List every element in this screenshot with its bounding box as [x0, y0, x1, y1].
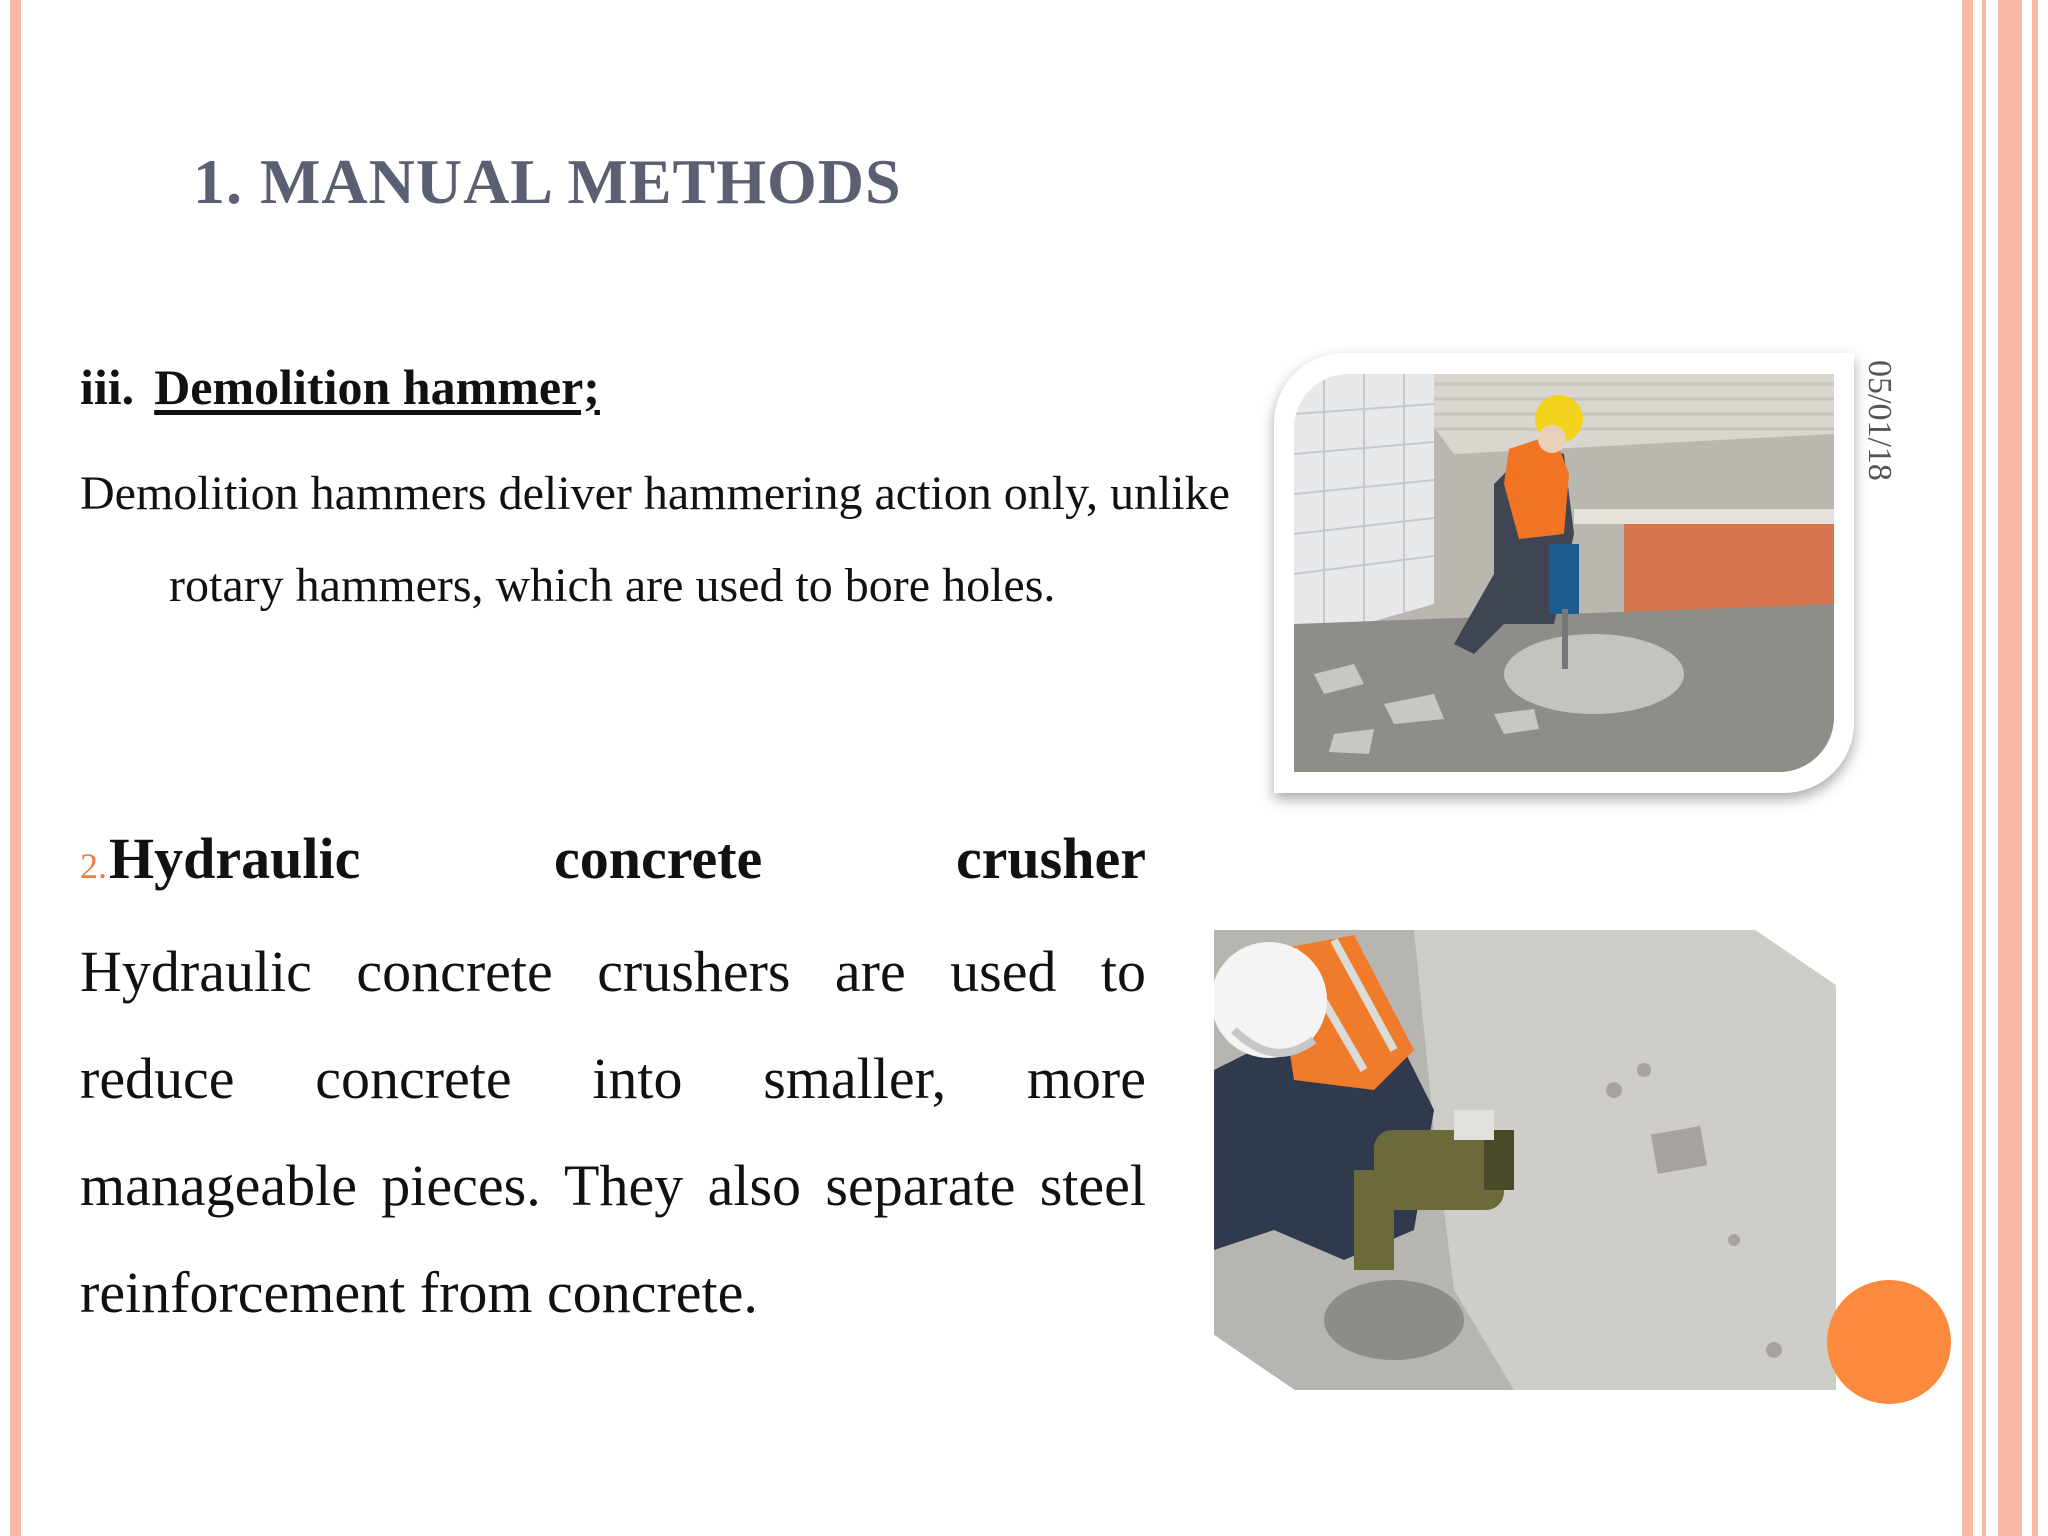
slide-date: 05/01/18: [1861, 360, 1898, 481]
left-border-stripe: [10, 0, 21, 1536]
section2-heading-word-3: crusher: [955, 826, 1146, 891]
section1-heading: [80, 358, 600, 416]
section1-heading-text: Demolition hammer;: [154, 359, 600, 415]
right-border-stripe: [2032, 0, 2038, 1536]
accent-circle: [1827, 1280, 1951, 1404]
slide-title: 1. MANUAL METHODS: [193, 146, 902, 217]
section2-number: 2.: [80, 846, 107, 886]
right-border-stripe: [1962, 0, 1973, 1536]
section2-body: Hydraulic concrete crushers are used to reduce concrete into smaller, more manageable pieces. They also separate steel reinforcement from concrete.: [80, 939, 1146, 1325]
concrete-crusher-photo: [1214, 930, 1836, 1390]
section1-number: iii.: [80, 359, 135, 415]
section2-heading-word-2: concrete: [554, 826, 763, 891]
section2-heading-word-1: 2.Hydraulic: [80, 826, 361, 891]
right-border-stripe: [1982, 0, 1986, 1536]
section2-heading: [80, 825, 1146, 892]
right-border-stripe: [1998, 0, 2022, 1536]
section1-body: Demolition hammers deliver hammering action only, unlike rotary hammers, which are used to bore holes.: [80, 467, 1230, 612]
demolition-hammer-photo: [1294, 374, 1834, 772]
